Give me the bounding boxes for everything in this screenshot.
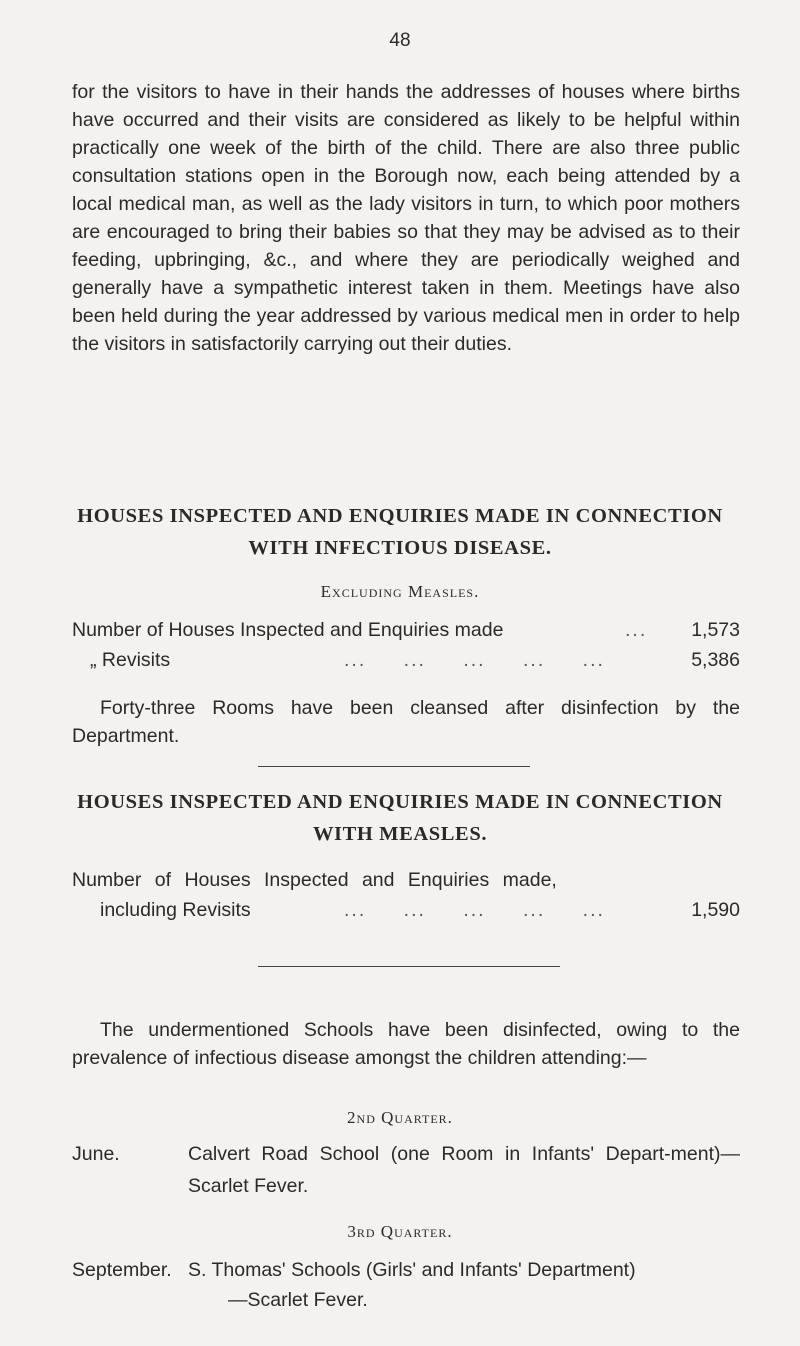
stat-row-revisits: [72, 646, 740, 674]
leader-dots: ... ... ... ... ...: [344, 649, 605, 671]
entry-text: Calvert Road School (one Room in Infants' Depart-ment)—Scarlet Fever.: [188, 1143, 740, 1197]
measles-line-1: [72, 866, 740, 894]
section-divider: [258, 766, 530, 767]
entry-text-s-thomas-line1: S. Thomas' Schools (Girls' and Infants' Department): [188, 1259, 636, 1281]
stat-row-measles-revisits: [72, 896, 740, 924]
leader-dots: ... ... ... ... ...: [344, 899, 605, 921]
schools-intro: The undermentioned Schools have been disinfected, owing to the prevalence of infectious disease amongst the children attending:—: [72, 1019, 740, 1069]
stat-value: 1,573: [691, 619, 740, 641]
entry-date-september: September.: [72, 1259, 172, 1281]
entry-text-calvert-road: [188, 1138, 740, 1202]
intro-paragraph: for the visitors to have in their hands the addresses of houses where births have occurred and their visits are considered as likely to be helpful within practically one week of the birth of the child. There are also three public consultation stations open in the Borough now, each being attended by a local medical man, as well as the lady visitors in turn, to which poor mothers are encouraged to bring their babies so that they may be advised as to their feeding, upbringing, &c., and where they are periodically weighed and generally have a sympathetic interest taken in them. Meetings have also been held during the year addressed by various medical men in order to help the visitors in satisfactorily carrying out their duties.: [72, 81, 740, 355]
section-subheading-excluding-measles: Excluding Measles.: [320, 582, 480, 601]
stat-value: 1,590: [691, 899, 740, 921]
stat-row-houses-inspected: [72, 616, 740, 644]
stat-label: „ Revisits: [90, 649, 171, 671]
quarter-title-3rd: 3rd Quarter.: [347, 1222, 453, 1241]
stat-label: Number of Houses Inspected and Enquiries made: [72, 619, 504, 641]
stat-label: Number of Houses Inspected and Enquiries made,: [72, 869, 557, 891]
cleansing-note: Forty-three Rooms have been cleansed after disinfection by the Department.: [72, 697, 740, 747]
page-number: 48: [389, 30, 411, 51]
entry-date-june: June.: [72, 1143, 120, 1165]
leader-dots: ...: [625, 619, 648, 641]
entry-text-s-thomas-line2: —Scarlet Fever.: [228, 1289, 368, 1311]
section-heading-measles: HOUSES INSPECTED AND ENQUIRIES MADE IN CONNECTION WITH MEASLES.: [77, 791, 723, 845]
stat-value: 5,386: [691, 649, 740, 671]
section-heading-infectious-disease: HOUSES INSPECTED AND ENQUIRIES MADE IN CONNECTION WITH INFECTIOUS DISEASE.: [77, 505, 723, 559]
stat-label: including Revisits: [100, 899, 251, 921]
section-divider: [258, 966, 560, 967]
quarter-title-2nd: 2nd Quarter.: [347, 1108, 453, 1127]
